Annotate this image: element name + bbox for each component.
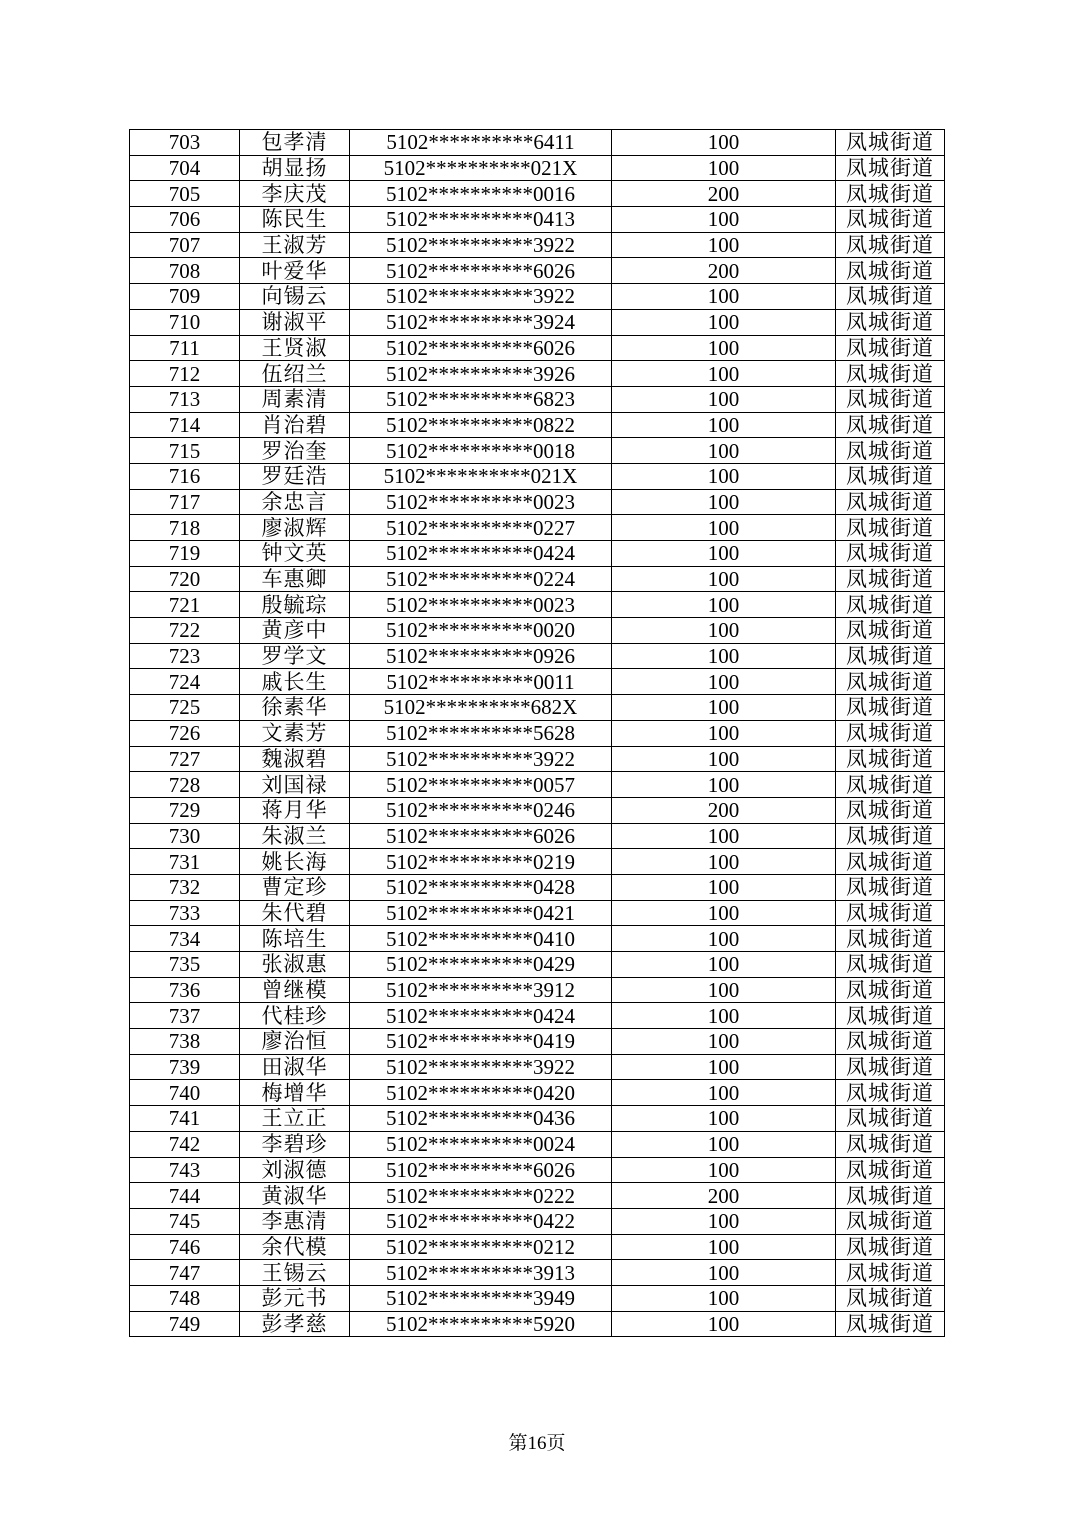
amount-cell: 200 bbox=[612, 258, 836, 284]
street-cell: 凤城街道 bbox=[836, 566, 945, 592]
id-number-cell: 5102**********021X bbox=[350, 155, 612, 181]
seq-cell: 715 bbox=[130, 438, 240, 464]
table-row bbox=[130, 720, 945, 746]
table-row bbox=[130, 309, 945, 335]
id-number-cell: 5102**********6026 bbox=[350, 1157, 612, 1183]
seq-cell: 726 bbox=[130, 720, 240, 746]
table-row bbox=[130, 541, 945, 567]
seq-cell: 711 bbox=[130, 335, 240, 361]
seq-cell: 720 bbox=[130, 566, 240, 592]
name-cell: 刘国禄 bbox=[240, 772, 350, 798]
amount-cell: 100 bbox=[612, 232, 836, 258]
street-cell: 凤城街道 bbox=[836, 489, 945, 515]
name-cell: 蒋月华 bbox=[240, 797, 350, 823]
seq-cell: 722 bbox=[130, 618, 240, 644]
seq-cell: 732 bbox=[130, 874, 240, 900]
name-cell: 朱代碧 bbox=[240, 900, 350, 926]
table-row bbox=[130, 232, 945, 258]
table-row bbox=[130, 1080, 945, 1106]
table-row bbox=[130, 463, 945, 489]
street-cell: 凤城街道 bbox=[836, 592, 945, 618]
amount-cell: 100 bbox=[612, 977, 836, 1003]
street-cell: 凤城街道 bbox=[836, 386, 945, 412]
street-cell: 凤城街道 bbox=[836, 1131, 945, 1157]
table-row bbox=[130, 772, 945, 798]
name-cell: 文素芳 bbox=[240, 720, 350, 746]
id-number-cell: 5102**********0057 bbox=[350, 772, 612, 798]
amount-cell: 100 bbox=[612, 155, 836, 181]
id-number-cell: 5102**********0212 bbox=[350, 1234, 612, 1260]
roster-table bbox=[129, 129, 945, 1337]
amount-cell: 100 bbox=[612, 926, 836, 952]
seq-cell: 746 bbox=[130, 1234, 240, 1260]
amount-cell: 100 bbox=[612, 1157, 836, 1183]
id-number-cell: 5102**********3922 bbox=[350, 232, 612, 258]
name-cell: 姚长海 bbox=[240, 849, 350, 875]
table-row bbox=[130, 335, 945, 361]
street-cell: 凤城街道 bbox=[836, 1080, 945, 1106]
street-cell: 凤城街道 bbox=[836, 849, 945, 875]
name-cell: 李碧珍 bbox=[240, 1131, 350, 1157]
amount-cell: 100 bbox=[612, 438, 836, 464]
street-cell: 凤城街道 bbox=[836, 1208, 945, 1234]
seq-cell: 724 bbox=[130, 669, 240, 695]
table-row bbox=[130, 592, 945, 618]
id-number-cell: 5102**********0011 bbox=[350, 669, 612, 695]
amount-cell: 100 bbox=[612, 643, 836, 669]
amount-cell: 100 bbox=[612, 1054, 836, 1080]
name-cell: 廖淑辉 bbox=[240, 515, 350, 541]
amount-cell: 100 bbox=[612, 1260, 836, 1286]
id-number-cell: 5102**********3913 bbox=[350, 1260, 612, 1286]
amount-cell: 100 bbox=[612, 207, 836, 233]
amount-cell: 100 bbox=[612, 849, 836, 875]
street-cell: 凤城街道 bbox=[836, 1003, 945, 1029]
street-cell: 凤城街道 bbox=[836, 926, 945, 952]
id-number-cell: 5102**********0421 bbox=[350, 900, 612, 926]
id-number-cell: 5102**********0424 bbox=[350, 541, 612, 567]
name-cell: 曾继模 bbox=[240, 977, 350, 1003]
street-cell: 凤城街道 bbox=[836, 1285, 945, 1311]
table-row bbox=[130, 797, 945, 823]
id-number-cell: 5102**********0926 bbox=[350, 643, 612, 669]
street-cell: 凤城街道 bbox=[836, 1054, 945, 1080]
id-number-cell: 5102**********3926 bbox=[350, 361, 612, 387]
id-number-cell: 5102**********0429 bbox=[350, 952, 612, 978]
street-cell: 凤城街道 bbox=[836, 361, 945, 387]
street-cell: 凤城街道 bbox=[836, 618, 945, 644]
table-row bbox=[130, 566, 945, 592]
id-number-cell: 5102**********682X bbox=[350, 695, 612, 721]
street-cell: 凤城街道 bbox=[836, 258, 945, 284]
name-cell: 戚长生 bbox=[240, 669, 350, 695]
name-cell: 王贤淑 bbox=[240, 335, 350, 361]
amount-cell: 100 bbox=[612, 1131, 836, 1157]
amount-cell: 100 bbox=[612, 823, 836, 849]
seq-cell: 729 bbox=[130, 797, 240, 823]
id-number-cell: 5102**********0224 bbox=[350, 566, 612, 592]
name-cell: 曹定珍 bbox=[240, 874, 350, 900]
name-cell: 李惠清 bbox=[240, 1208, 350, 1234]
id-number-cell: 5102**********0023 bbox=[350, 489, 612, 515]
seq-cell: 745 bbox=[130, 1208, 240, 1234]
id-number-cell: 5102**********0020 bbox=[350, 618, 612, 644]
id-number-cell: 5102**********0016 bbox=[350, 181, 612, 207]
id-number-cell: 5102**********3912 bbox=[350, 977, 612, 1003]
name-cell: 胡显扬 bbox=[240, 155, 350, 181]
amount-cell: 100 bbox=[612, 515, 836, 541]
street-cell: 凤城街道 bbox=[836, 130, 945, 156]
table-row bbox=[130, 977, 945, 1003]
amount-cell: 200 bbox=[612, 181, 836, 207]
street-cell: 凤城街道 bbox=[836, 438, 945, 464]
seq-cell: 717 bbox=[130, 489, 240, 515]
id-number-cell: 5102**********021X bbox=[350, 463, 612, 489]
street-cell: 凤城街道 bbox=[836, 746, 945, 772]
amount-cell: 100 bbox=[612, 720, 836, 746]
amount-cell: 100 bbox=[612, 412, 836, 438]
id-number-cell: 5102**********0422 bbox=[350, 1208, 612, 1234]
street-cell: 凤城街道 bbox=[836, 772, 945, 798]
amount-cell: 100 bbox=[612, 695, 836, 721]
table-row bbox=[130, 207, 945, 233]
table-row bbox=[130, 952, 945, 978]
name-cell: 车惠卿 bbox=[240, 566, 350, 592]
name-cell: 魏淑碧 bbox=[240, 746, 350, 772]
street-cell: 凤城街道 bbox=[836, 232, 945, 258]
seq-cell: 736 bbox=[130, 977, 240, 1003]
table-row bbox=[130, 489, 945, 515]
seq-cell: 742 bbox=[130, 1131, 240, 1157]
seq-cell: 709 bbox=[130, 284, 240, 310]
amount-cell: 100 bbox=[612, 489, 836, 515]
amount-cell: 100 bbox=[612, 463, 836, 489]
table-row bbox=[130, 1003, 945, 1029]
table-row bbox=[130, 1285, 945, 1311]
name-cell: 陈民生 bbox=[240, 207, 350, 233]
street-cell: 凤城街道 bbox=[836, 463, 945, 489]
seq-cell: 727 bbox=[130, 746, 240, 772]
amount-cell: 100 bbox=[612, 1208, 836, 1234]
name-cell: 刘淑德 bbox=[240, 1157, 350, 1183]
seq-cell: 737 bbox=[130, 1003, 240, 1029]
name-cell: 罗廷浩 bbox=[240, 463, 350, 489]
table-row bbox=[130, 695, 945, 721]
name-cell: 张淑惠 bbox=[240, 952, 350, 978]
table-row bbox=[130, 900, 945, 926]
amount-cell: 100 bbox=[612, 1311, 836, 1337]
table-row bbox=[130, 1260, 945, 1286]
name-cell: 王立正 bbox=[240, 1106, 350, 1132]
seq-cell: 707 bbox=[130, 232, 240, 258]
name-cell: 余代模 bbox=[240, 1234, 350, 1260]
amount-cell: 100 bbox=[612, 1285, 836, 1311]
table-row bbox=[130, 1234, 945, 1260]
page-number: 第16页 bbox=[508, 1433, 566, 1454]
id-number-cell: 5102**********6026 bbox=[350, 335, 612, 361]
name-cell: 徐素华 bbox=[240, 695, 350, 721]
id-number-cell: 5102**********0413 bbox=[350, 207, 612, 233]
name-cell: 叶爱华 bbox=[240, 258, 350, 284]
amount-cell: 100 bbox=[612, 1003, 836, 1029]
street-cell: 凤城街道 bbox=[836, 541, 945, 567]
seq-cell: 748 bbox=[130, 1285, 240, 1311]
seq-cell: 731 bbox=[130, 849, 240, 875]
id-number-cell: 5102**********0436 bbox=[350, 1106, 612, 1132]
seq-cell: 706 bbox=[130, 207, 240, 233]
id-number-cell: 5102**********5628 bbox=[350, 720, 612, 746]
name-cell: 陈培生 bbox=[240, 926, 350, 952]
amount-cell: 100 bbox=[612, 130, 836, 156]
amount-cell: 100 bbox=[612, 746, 836, 772]
table-row bbox=[130, 438, 945, 464]
id-number-cell: 5102**********5920 bbox=[350, 1311, 612, 1337]
street-cell: 凤城街道 bbox=[836, 797, 945, 823]
table-row bbox=[130, 1208, 945, 1234]
table-row bbox=[130, 130, 945, 156]
seq-cell: 704 bbox=[130, 155, 240, 181]
seq-cell: 749 bbox=[130, 1311, 240, 1337]
seq-cell: 705 bbox=[130, 181, 240, 207]
name-cell: 周素清 bbox=[240, 386, 350, 412]
id-number-cell: 5102**********3924 bbox=[350, 309, 612, 335]
name-cell: 廖治恒 bbox=[240, 1029, 350, 1055]
amount-cell: 100 bbox=[612, 669, 836, 695]
seq-cell: 716 bbox=[130, 463, 240, 489]
seq-cell: 733 bbox=[130, 900, 240, 926]
street-cell: 凤城街道 bbox=[836, 1234, 945, 1260]
name-cell: 谢淑平 bbox=[240, 309, 350, 335]
amount-cell: 100 bbox=[612, 284, 836, 310]
name-cell: 伍绍兰 bbox=[240, 361, 350, 387]
amount-cell: 100 bbox=[612, 1080, 836, 1106]
amount-cell: 100 bbox=[612, 541, 836, 567]
table-row bbox=[130, 386, 945, 412]
id-number-cell: 5102**********0410 bbox=[350, 926, 612, 952]
seq-cell: 713 bbox=[130, 386, 240, 412]
street-cell: 凤城街道 bbox=[836, 1260, 945, 1286]
table-row bbox=[130, 874, 945, 900]
table-row bbox=[130, 669, 945, 695]
name-cell: 余忠言 bbox=[240, 489, 350, 515]
seq-cell: 718 bbox=[130, 515, 240, 541]
id-number-cell: 5102**********0424 bbox=[350, 1003, 612, 1029]
name-cell: 罗治奎 bbox=[240, 438, 350, 464]
seq-cell: 721 bbox=[130, 592, 240, 618]
street-cell: 凤城街道 bbox=[836, 207, 945, 233]
table-row bbox=[130, 823, 945, 849]
seq-cell: 728 bbox=[130, 772, 240, 798]
name-cell: 王锡云 bbox=[240, 1260, 350, 1286]
id-number-cell: 5102**********0023 bbox=[350, 592, 612, 618]
id-number-cell: 5102**********6026 bbox=[350, 258, 612, 284]
seq-cell: 744 bbox=[130, 1183, 240, 1209]
seq-cell: 734 bbox=[130, 926, 240, 952]
name-cell: 肖治碧 bbox=[240, 412, 350, 438]
seq-cell: 719 bbox=[130, 541, 240, 567]
name-cell: 殷毓琮 bbox=[240, 592, 350, 618]
amount-cell: 100 bbox=[612, 361, 836, 387]
street-cell: 凤城街道 bbox=[836, 155, 945, 181]
amount-cell: 100 bbox=[612, 309, 836, 335]
name-cell: 朱淑兰 bbox=[240, 823, 350, 849]
id-number-cell: 5102**********6411 bbox=[350, 130, 612, 156]
street-cell: 凤城街道 bbox=[836, 412, 945, 438]
name-cell: 包孝清 bbox=[240, 130, 350, 156]
seq-cell: 725 bbox=[130, 695, 240, 721]
seq-cell: 740 bbox=[130, 1080, 240, 1106]
id-number-cell: 5102**********3922 bbox=[350, 284, 612, 310]
seq-cell: 730 bbox=[130, 823, 240, 849]
street-cell: 凤城街道 bbox=[836, 720, 945, 746]
street-cell: 凤城街道 bbox=[836, 823, 945, 849]
id-number-cell: 5102**********0222 bbox=[350, 1183, 612, 1209]
table-row bbox=[130, 746, 945, 772]
roster-table-body bbox=[130, 130, 945, 1337]
amount-cell: 100 bbox=[612, 566, 836, 592]
name-cell: 黄淑华 bbox=[240, 1183, 350, 1209]
id-number-cell: 5102**********3922 bbox=[350, 1054, 612, 1080]
amount-cell: 100 bbox=[612, 900, 836, 926]
table-row bbox=[130, 643, 945, 669]
seq-cell: 723 bbox=[130, 643, 240, 669]
street-cell: 凤城街道 bbox=[836, 1106, 945, 1132]
seq-cell: 741 bbox=[130, 1106, 240, 1132]
street-cell: 凤城街道 bbox=[836, 874, 945, 900]
table-row bbox=[130, 515, 945, 541]
name-cell: 钟文英 bbox=[240, 541, 350, 567]
street-cell: 凤城街道 bbox=[836, 515, 945, 541]
table-row bbox=[130, 926, 945, 952]
table-row bbox=[130, 181, 945, 207]
id-number-cell: 5102**********0419 bbox=[350, 1029, 612, 1055]
street-cell: 凤城街道 bbox=[836, 977, 945, 1003]
street-cell: 凤城街道 bbox=[836, 335, 945, 361]
id-number-cell: 5102**********6026 bbox=[350, 823, 612, 849]
street-cell: 凤城街道 bbox=[836, 900, 945, 926]
table-row bbox=[130, 1029, 945, 1055]
name-cell: 代桂珍 bbox=[240, 1003, 350, 1029]
amount-cell: 200 bbox=[612, 1183, 836, 1209]
table-row bbox=[130, 412, 945, 438]
table-row bbox=[130, 284, 945, 310]
id-number-cell: 5102**********0024 bbox=[350, 1131, 612, 1157]
street-cell: 凤城街道 bbox=[836, 669, 945, 695]
table-row bbox=[130, 618, 945, 644]
table-row bbox=[130, 1054, 945, 1080]
amount-cell: 100 bbox=[612, 1029, 836, 1055]
id-number-cell: 5102**********0246 bbox=[350, 797, 612, 823]
amount-cell: 100 bbox=[612, 386, 836, 412]
seq-cell: 703 bbox=[130, 130, 240, 156]
amount-cell: 100 bbox=[612, 592, 836, 618]
street-cell: 凤城街道 bbox=[836, 952, 945, 978]
id-number-cell: 5102**********3949 bbox=[350, 1285, 612, 1311]
id-number-cell: 5102**********3922 bbox=[350, 746, 612, 772]
seq-cell: 738 bbox=[130, 1029, 240, 1055]
table-row bbox=[130, 1131, 945, 1157]
amount-cell: 100 bbox=[612, 618, 836, 644]
seq-cell: 712 bbox=[130, 361, 240, 387]
id-number-cell: 5102**********0018 bbox=[350, 438, 612, 464]
seq-cell: 739 bbox=[130, 1054, 240, 1080]
street-cell: 凤城街道 bbox=[836, 284, 945, 310]
name-cell: 黄彦中 bbox=[240, 618, 350, 644]
amount-cell: 100 bbox=[612, 874, 836, 900]
seq-cell: 735 bbox=[130, 952, 240, 978]
name-cell: 彭孝慈 bbox=[240, 1311, 350, 1337]
table-row bbox=[130, 1106, 945, 1132]
amount-cell: 100 bbox=[612, 335, 836, 361]
street-cell: 凤城街道 bbox=[836, 1183, 945, 1209]
name-cell: 罗学文 bbox=[240, 643, 350, 669]
id-number-cell: 5102**********0420 bbox=[350, 1080, 612, 1106]
name-cell: 向锡云 bbox=[240, 284, 350, 310]
table-row bbox=[130, 361, 945, 387]
table-row bbox=[130, 155, 945, 181]
table-row bbox=[130, 849, 945, 875]
table-row bbox=[130, 1183, 945, 1209]
amount-cell: 100 bbox=[612, 1106, 836, 1132]
id-number-cell: 5102**********6823 bbox=[350, 386, 612, 412]
seq-cell: 714 bbox=[130, 412, 240, 438]
name-cell: 李庆茂 bbox=[240, 181, 350, 207]
amount-cell: 100 bbox=[612, 952, 836, 978]
amount-cell: 200 bbox=[612, 797, 836, 823]
name-cell: 彭元书 bbox=[240, 1285, 350, 1311]
table-row bbox=[130, 1311, 945, 1337]
street-cell: 凤城街道 bbox=[836, 643, 945, 669]
name-cell: 田淑华 bbox=[240, 1054, 350, 1080]
name-cell: 王淑芳 bbox=[240, 232, 350, 258]
street-cell: 凤城街道 bbox=[836, 695, 945, 721]
name-cell: 梅增华 bbox=[240, 1080, 350, 1106]
table-row bbox=[130, 1157, 945, 1183]
seq-cell: 710 bbox=[130, 309, 240, 335]
street-cell: 凤城街道 bbox=[836, 181, 945, 207]
street-cell: 凤城街道 bbox=[836, 309, 945, 335]
seq-cell: 743 bbox=[130, 1157, 240, 1183]
id-number-cell: 5102**********0428 bbox=[350, 874, 612, 900]
street-cell: 凤城街道 bbox=[836, 1157, 945, 1183]
street-cell: 凤城街道 bbox=[836, 1029, 945, 1055]
amount-cell: 100 bbox=[612, 772, 836, 798]
street-cell: 凤城街道 bbox=[836, 1311, 945, 1337]
seq-cell: 747 bbox=[130, 1260, 240, 1286]
id-number-cell: 5102**********0219 bbox=[350, 849, 612, 875]
table-row bbox=[130, 258, 945, 284]
id-number-cell: 5102**********0822 bbox=[350, 412, 612, 438]
id-number-cell: 5102**********0227 bbox=[350, 515, 612, 541]
amount-cell: 100 bbox=[612, 1234, 836, 1260]
seq-cell: 708 bbox=[130, 258, 240, 284]
